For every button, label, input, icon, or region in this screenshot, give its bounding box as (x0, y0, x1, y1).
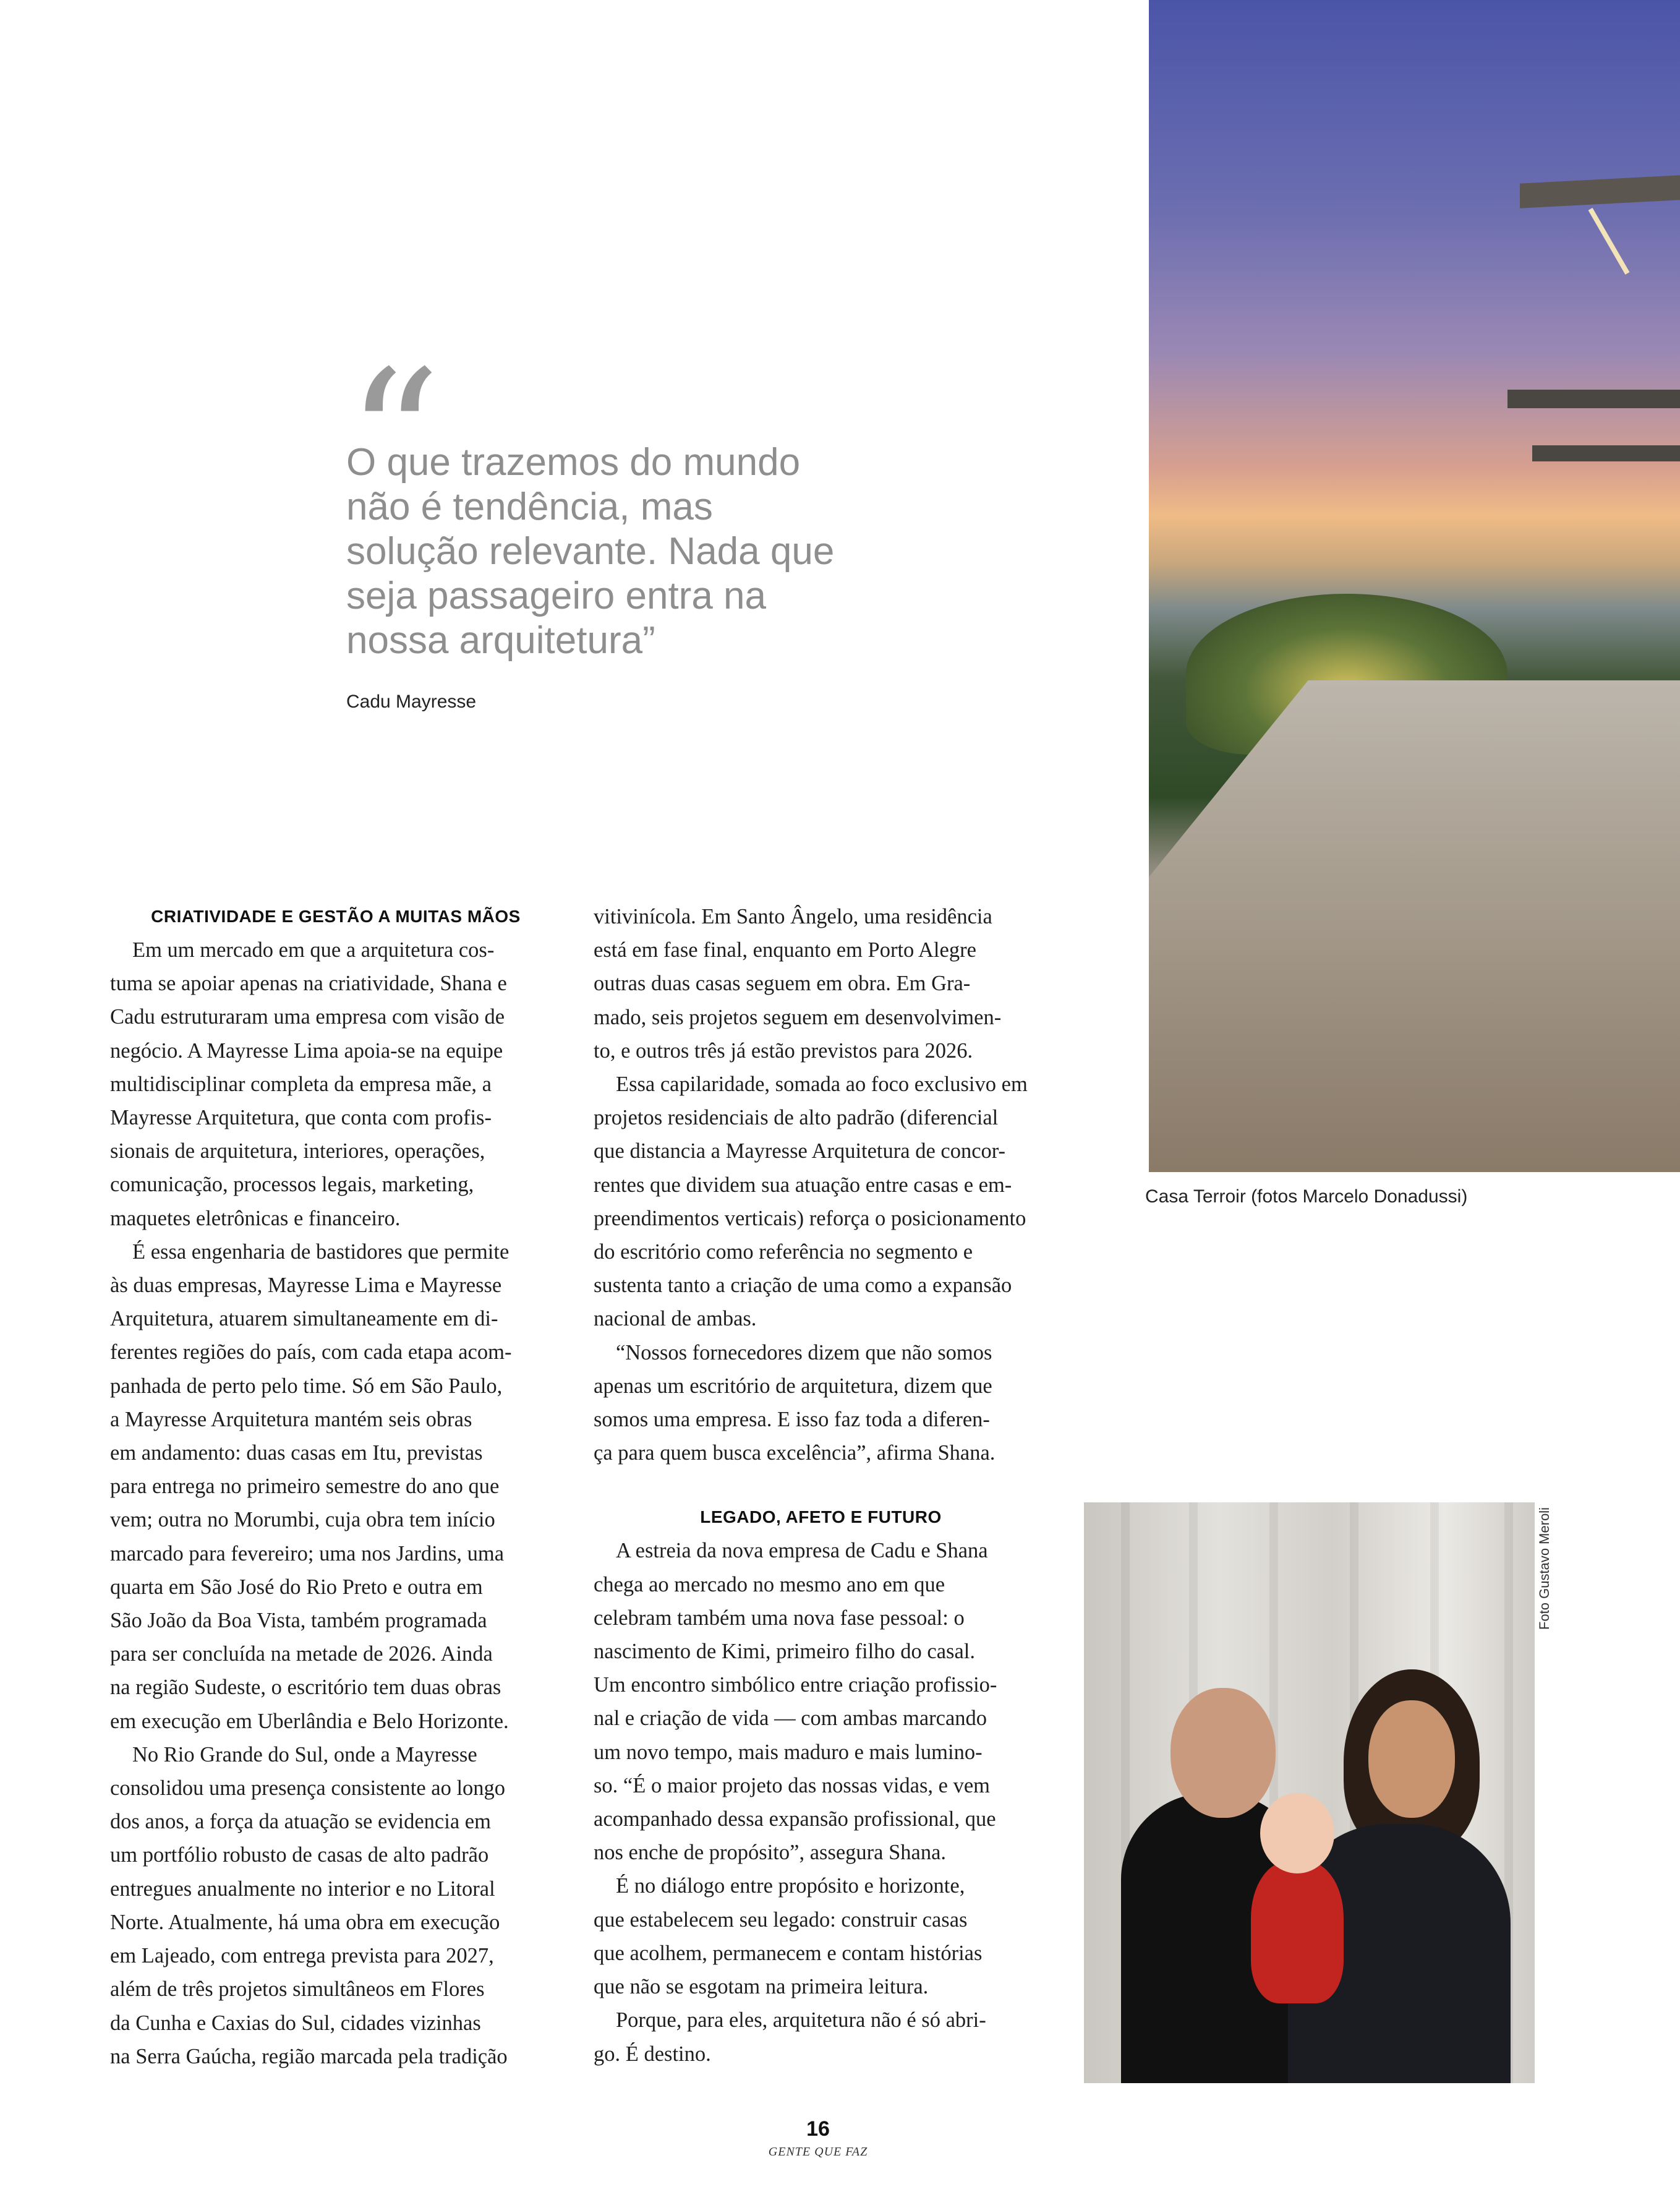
paragraph: Essa capilaridade, somada ao foco exclusivo em projetos residenciais de alto padrão (diferencial que distancia a Mayresse Arquitetura de concor- rentes que dividem sua atuação entre casas e em- preendimentos verticais) reforça o posicionamento do escritório como referência no segmento e sustenta tanto a criação de uma como a expansão nacional de ambas. (594, 1072, 1028, 1331)
paragraph: A estreia da nova empresa de Cadu e Shana chega ao mercado no mesmo ano em que celebram também uma nova fase pessoal: o nascimento de Kimi, primeiro filho do casal. Um encontro simbólico entre criação profissio- nal e criação de vida — com ambas marcando um novo tempo, mais maduro e mais lumino- so. “É o maior projeto das nossas vidas, e vem acompanhado dessa expansão profissional, que nos enche de propósito”, assegura Shana. (594, 1539, 997, 1865)
paragraph: “Nossos fornecedores dizem que não somos apenas um escritório de arquitetura, dizem que somos uma empresa. E isso faz toda a diferen- ça para quem busca excelência”, afirma Shana. (594, 1340, 996, 1465)
paragraph: Em um mercado em que a arquitetura cos- tuma se apoiar apenas na criatividade, Shana e Cadu estruturaram uma empresa com visão de negócio. A Mayresse Lima apoia-se na equipe multidisciplinar completa da empresa mãe, a Mayresse Arquitetura, que conta com profis- sionais de arquitetura, interiores, operações, comunicação, processos legais, marketing, maquetes eletrônicas e financeiro. (110, 938, 507, 1230)
publication-name: GENTE QUE FAZ (768, 2145, 868, 2159)
page-number: 16 (806, 2117, 830, 2141)
paragraph: É no diálogo entre propósito e horizonte, que estabelecem seu legado: construir casas que acolhem, permanecem e contam histórias que não se esgotam na primeira leitura. (594, 1874, 983, 1999)
left-column (110, 900, 561, 2073)
paragraph: Porque, para eles, arquitetura não é só abri- go. É destino. (594, 2008, 986, 2066)
quote-mark: “ (346, 331, 441, 547)
pull-quote-author: Cadu Mayresse (346, 691, 477, 712)
pull-quote-text: O que trazemos do mundo não é tendência, mas solução relevante. Nada que seja passageiro entra na nossa arquitetura” (346, 441, 835, 662)
paragraph-continuation: vitivinícola. Em Santo Ângelo, uma residência está em fase final, enquanto em Porto Alegre outras duas casas seguem em obra. Em Gra- mado, seis projetos seguem em desenvolvimen- to, e outros três já estão previstos para 2026. (594, 905, 1002, 1063)
paragraph: No Rio Grande do Sul, onde a Mayresse consolidou uma presença consistente ao longo dos anos, a força da atuação se evidencia em um portfólio robusto de casas de alto padrão entregues anualmente no interior e no Litoral Norte. Atualmente, há uma obra em execução em Lajeado, com entrega prevista para 2027, além de três projetos simultâneos em Flores da Cunha e Caxias do Sul, cidades vizinhas na Serra Gaúcha, região marcada pela tradição (110, 1742, 508, 2068)
family-photo-credit: Foto Gustavo Meroli (1537, 1507, 1552, 1630)
architecture-photo (1149, 0, 1680, 1172)
family-photo (1084, 1502, 1535, 2083)
middle-column (594, 900, 1048, 2071)
paragraph: É essa engenharia de bastidores que permite às duas empresas, Mayresse Lima e Mayresse Arquitetura, atuarem simultaneamente em di- ferentes regiões do país, com cada etapa acom- panhada de perto pelo time. Só em São Paulo, a Mayresse Arquitetura mantém seis obras em andamento: duas casas em Itu, previstas para entrega no primeiro semestre do ano que vem; outra no Morumbi, cuja obra tem início marcado para fevereiro; uma nos Jardins, uma quarta em São José do Rio Preto e outra em São João da Boa Vista, também programada para ser concluída na metade de 2026. Ainda na região Sudeste, o escritório tem duas obras em execução em Uberlândia e Belo Horizonte. (110, 1239, 512, 1733)
architecture-photo-caption: Casa Terroir (fotos Marcelo Donadussi) (1145, 1186, 1468, 1207)
section-heading-legado: LEGADO, AFETO E FUTURO (700, 1507, 942, 1527)
section-heading-criatividade: CRIATIVIDADE E GESTÃO A MUITAS MÃOS (151, 907, 521, 926)
